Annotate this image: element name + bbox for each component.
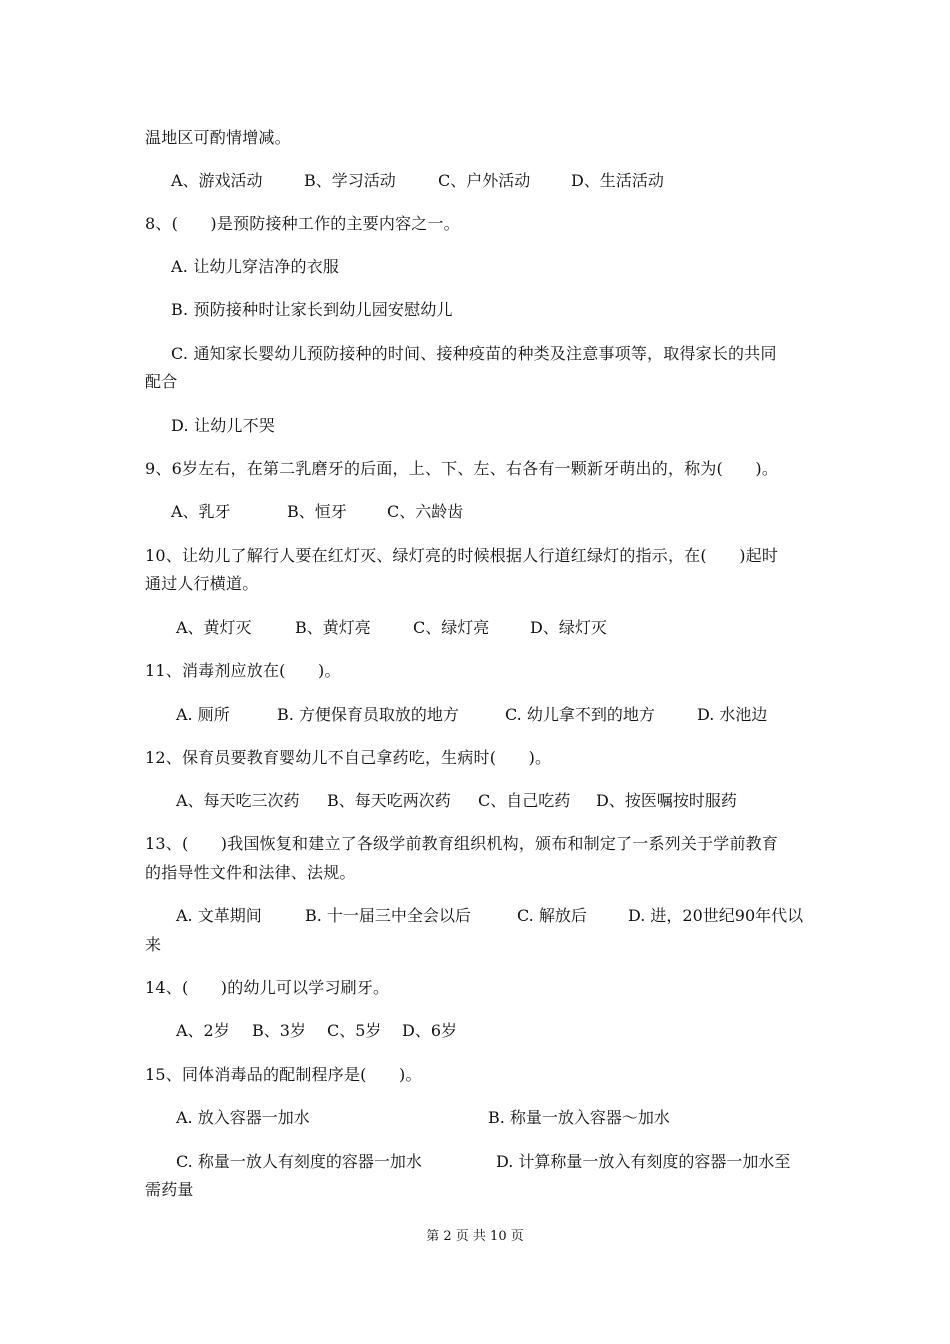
q10-option-a: A、黄灯灭 xyxy=(176,618,252,637)
q9-option-b: B、恒牙 xyxy=(287,502,347,521)
q13-option-c: C. 解放后 xyxy=(517,906,587,925)
q8-option-b: B. 预防接种时让家长到幼儿园安慰幼儿 xyxy=(171,300,453,319)
q11-option-d: D. 水池边 xyxy=(697,705,768,724)
q7-option-d: D、生活活动 xyxy=(571,171,664,190)
q12-option-b: B、每天吃两次药 xyxy=(327,791,451,810)
q11-option-c: C. 幼儿拿不到的地方 xyxy=(505,705,655,724)
q11-option-b: B. 方便保育员取放的地方 xyxy=(277,705,459,724)
q14-option-c: C、5岁 xyxy=(327,1021,382,1040)
q12-stem: 12、保育员要教育婴幼儿不自己拿药吃，生病时( )。 xyxy=(145,748,552,767)
q7-option-c: C、户外活动 xyxy=(438,171,531,190)
q15-option-d-wrap: 需药量 xyxy=(145,1180,194,1199)
q15-stem: 15、同体消毒品的配制程序是( )。 xyxy=(145,1065,422,1084)
q13-option-d: D. 进，20世纪90年代以 xyxy=(628,906,804,925)
q14-option-b: B、3岁 xyxy=(252,1021,306,1040)
q10-option-c: C、绿灯亮 xyxy=(413,618,490,637)
q15-option-b: B. 称量一放入容器～加水 xyxy=(488,1108,670,1127)
q8-option-a: A. 让幼儿穿洁净的衣服 xyxy=(171,257,340,276)
q9-option-a: A、乳牙 xyxy=(171,502,231,521)
q14-option-d: D、6岁 xyxy=(402,1021,458,1040)
q8-option-d: D. 让幼儿不哭 xyxy=(171,416,276,435)
q12-option-a: A、每天吃三次药 xyxy=(176,791,300,810)
q8-option-c-wrap: 配合 xyxy=(145,372,178,391)
q10-option-d: D、绿灯灭 xyxy=(530,618,607,637)
q14-stem: 14、( )的幼儿可以学习刷牙。 xyxy=(145,978,390,997)
q13-option-d-wrap: 来 xyxy=(145,935,162,954)
q11-stem: 11、消毒剂应放在( )。 xyxy=(145,661,341,680)
page-footer: 第 2 页 共 10 页 xyxy=(426,1229,524,1244)
q15-option-c: C. 称量一放人有刻度的容器一加水 xyxy=(176,1152,422,1171)
q10-option-b: B、黄灯亮 xyxy=(295,618,371,637)
q12-option-c: C、自己吃药 xyxy=(478,791,571,810)
q9-stem: 9、6岁左右，在第二乳磨牙的后面，上、下、左、右各有一颗新牙萌出的，称为( )。 xyxy=(145,459,779,478)
q13-stem: 13、( )我国恢复和建立了各级学前教育组织机构，颁布和制定了一系列关于学前教育 xyxy=(145,834,779,853)
q8-stem: 8、( )是预防接种工作的主要内容之一。 xyxy=(145,214,460,233)
q10-stem: 10、让幼儿了解行人要在红灯灭、绿灯亮的时候根据人行道红绿灯的指示，在( )起时 xyxy=(145,546,779,565)
q12-option-d: D、按医嘱按时服药 xyxy=(596,791,737,810)
q13-stem-wrap: 的指导性文件和法律、法规。 xyxy=(145,863,356,882)
q7-option-b: B、学习活动 xyxy=(304,171,396,190)
q8-option-c: C. 通知家长婴幼儿预防接种的时间、接种疫苗的种类及注意事项等，取得家长的共同 xyxy=(171,344,777,363)
q15-option-d: D. 计算称量一放入有刻度的容器一加水至 xyxy=(496,1152,791,1171)
q13-option-a: A. 文革期间 xyxy=(176,906,262,925)
q14-option-a: A、2岁 xyxy=(176,1021,230,1040)
q15-option-a: A. 放入容器一加水 xyxy=(176,1108,310,1127)
q9-option-c: C、六龄齿 xyxy=(387,502,464,521)
q11-option-a: A. 厕所 xyxy=(176,705,230,724)
continuation-text: 温地区可酌情增减。 xyxy=(145,128,291,147)
q10-stem-wrap: 通过人行横道。 xyxy=(145,574,259,593)
q7-option-a: A、游戏活动 xyxy=(171,171,263,190)
q13-option-b: B. 十一届三中全会以后 xyxy=(305,906,471,925)
